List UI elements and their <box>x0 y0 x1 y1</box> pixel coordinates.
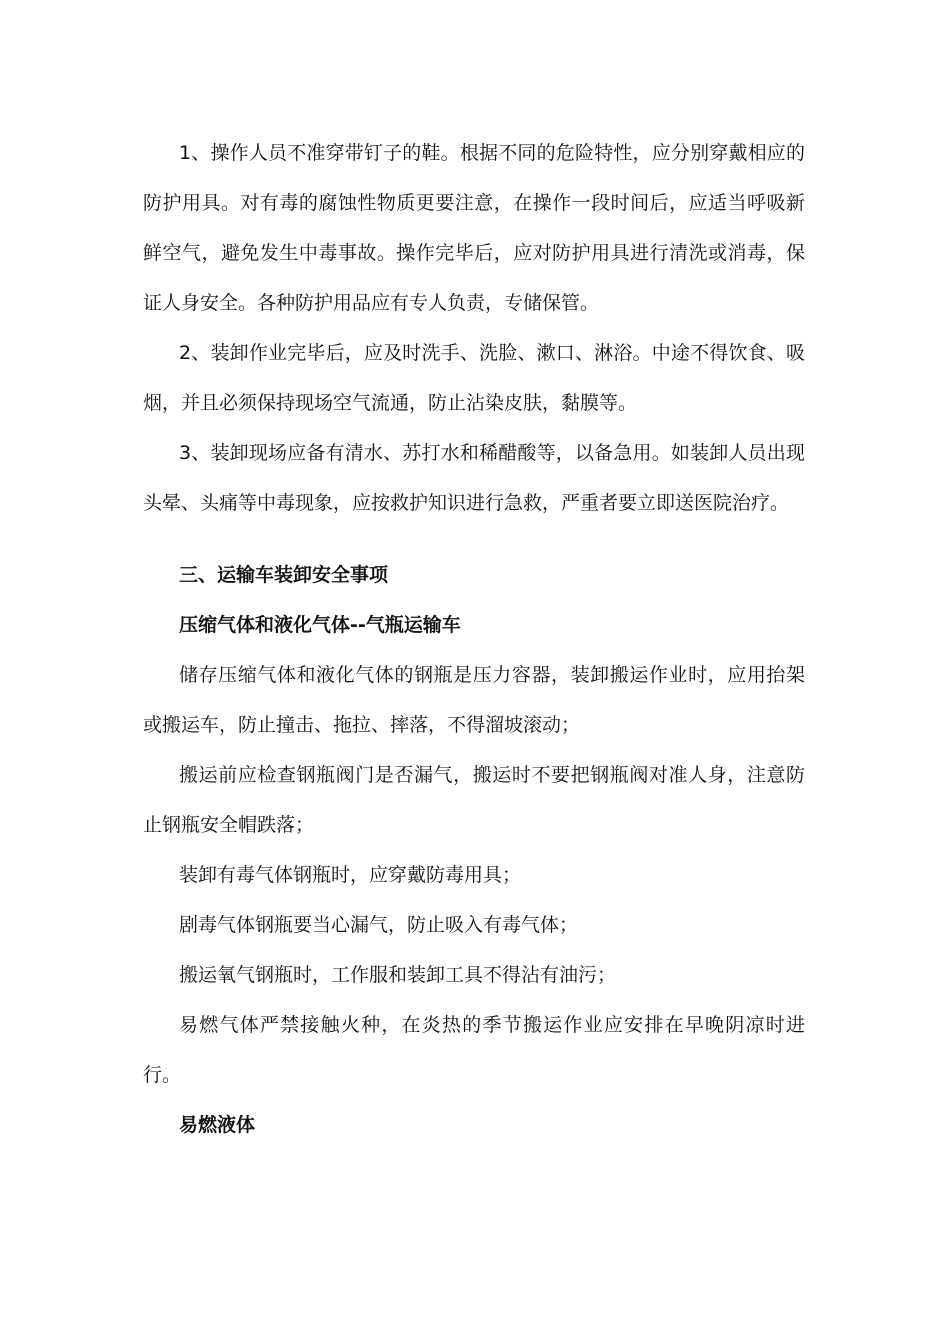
document-page <box>143 128 805 1150</box>
gas-paragraph-5: 搬运氧气钢瓶时，工作服和装卸工具不得沾有油污； <box>179 964 617 986</box>
paragraph-item-1: 1、操作人员不准穿带钉子的鞋。根据不同的危险特性，应分别穿戴相应的防护用具。对有毒的腐蚀性物质更要注意，在操作一段时间后，应适当呼吸新鲜空气，避免发生中毒事故。操作完毕后，应对防护用具进行清洗或消毒，保证人身安全。各种防护用品应有专人负责，专储保管。 <box>143 142 805 314</box>
gas-paragraph-4: 剧毒气体钢瓶要当心漏气，防止吸入有毒气体； <box>179 914 579 936</box>
gas-paragraph-3: 装卸有毒气体钢瓶时，应穿戴防毒用具； <box>179 864 522 886</box>
subheading-gas-cylinder: 压缩气体和液化气体--气瓶运输车 <box>179 614 461 636</box>
gas-paragraph-6: 易燃气体严禁接触火种，在炎热的季节搬运作业应安排在早晚阴凉时进行。 <box>143 1014 805 1086</box>
gas-paragraph-1: 储存压缩气体和液化气体的钢瓶是压力容器，装卸搬运作业时，应用抬架或搬运车，防止撞击、拖拉、摔落，不得溜坡滚动； <box>143 664 805 736</box>
paragraph-item-2: 2、装卸作业完毕后，应及时洗手、洗脸、漱口、淋浴。中途不得饮食、吸烟，并且必须保持现场空气流通，防止沾染皮肤，黏膜等。 <box>143 342 805 414</box>
paragraph-item-3: 3、装卸现场应备有清水、苏打水和稀醋酸等，以备急用。如装卸人员出现头晕、头痛等中毒现象，应按救护知识进行急救，严重者要立即送医院治疗。 <box>143 442 805 514</box>
section-heading: 三、运输车装卸安全事项 <box>179 564 389 586</box>
gas-paragraph-2: 搬运前应检查钢瓶阀门是否漏气，搬运时不要把钢瓶阀对准人身，注意防止钢瓶安全帽跌落； <box>143 764 805 836</box>
subheading-flammable-liquid: 易燃液体 <box>179 1114 256 1136</box>
section-spacer <box>143 528 805 550</box>
